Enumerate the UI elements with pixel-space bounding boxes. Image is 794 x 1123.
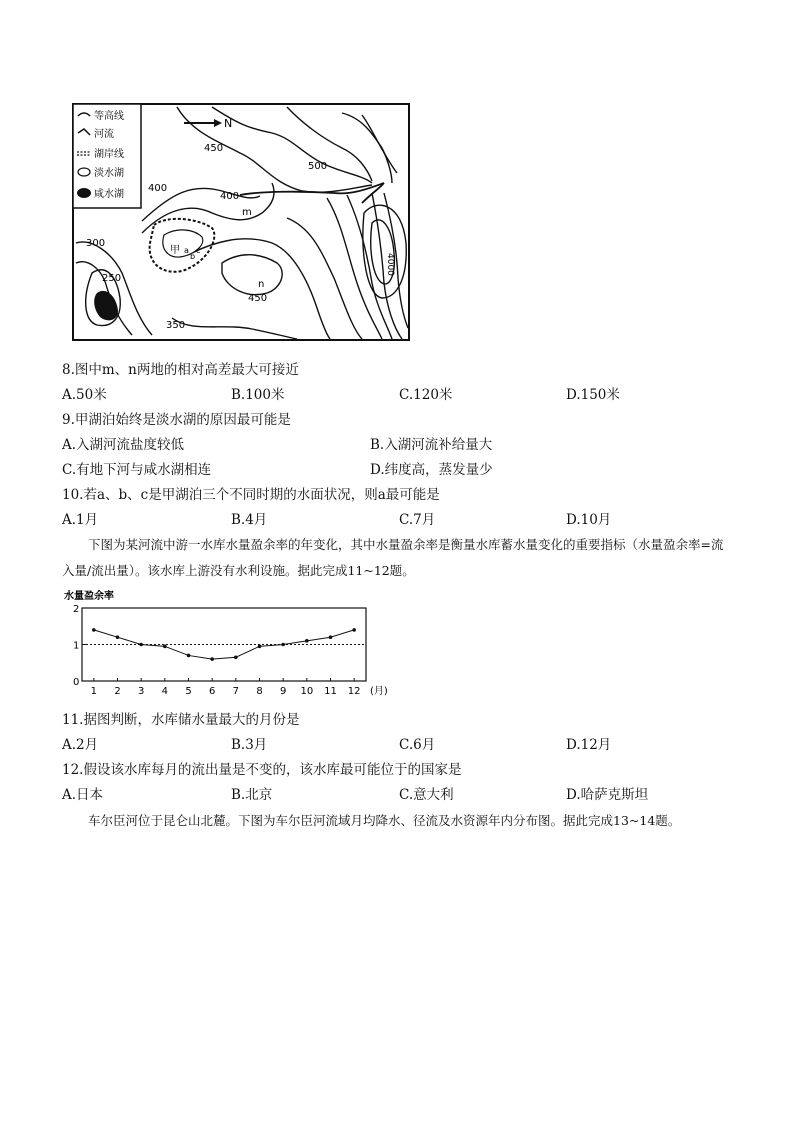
chart-x-tick-label: 10: [300, 686, 314, 697]
chart-y-axis-label: 水量盈余率: [64, 591, 114, 602]
question-8-stem: 8.图中m、n两地的相对高差最大可接近: [62, 362, 299, 378]
chart-x-tick-label: 8: [256, 686, 263, 697]
chart-x-tick-label: 11: [324, 686, 337, 697]
chart-data-point: [163, 645, 167, 649]
contour-label-450-n: 450: [248, 293, 268, 304]
question-10-option-c[interactable]: C.7月: [399, 512, 436, 528]
question-11-stem: 11.据图判断，水库储水量最大的月份是: [62, 712, 300, 728]
chart-x-tick-label: 6: [208, 686, 216, 697]
chart-data-point: [234, 655, 238, 659]
chart-data-point: [116, 635, 120, 639]
svg-text:N: N: [224, 117, 233, 130]
question-9-option-d[interactable]: D.纬度高，蒸发量少: [370, 462, 493, 478]
legend-label-saltwater: 咸水湖: [94, 189, 124, 200]
chart-x-unit-label: (月): [370, 686, 388, 697]
legend-label-river: 河流: [94, 129, 114, 140]
surplus-rate-chart-svg: [62, 588, 392, 700]
chart-y-tick-label: 2: [73, 604, 80, 615]
question-10-option-a[interactable]: A.1月: [62, 512, 99, 528]
question-8-option-d[interactable]: D.150米: [566, 387, 620, 403]
question-12-stem: 12.假设该水库每月的流出量是不变的，该水库最可能位于的国家是: [62, 762, 462, 778]
contour-label-250: 250: [102, 273, 122, 284]
legend-label-freshwater: 淡水湖: [94, 168, 124, 179]
question-8-option-c[interactable]: C.120米: [399, 387, 453, 403]
question-12-option-d[interactable]: D.哈萨克斯坦: [566, 787, 649, 803]
chart-data-point: [281, 643, 285, 647]
contour-label-450-north: 450: [204, 143, 224, 154]
intro-paragraph-11-12: 下图为某河流中游一水库水量盈余率的年变化，其中水量盈余率是衡量水库蓄水量变化的重要指标（水量盈余率=流入量/流出量）。该水库上游没有水利设施。据此完成11~12题。: [62, 537, 724, 578]
chart-data-point: [352, 628, 356, 632]
contour-map: [72, 103, 410, 341]
chart-x-tick-label: 3: [137, 686, 145, 697]
freshwater-lake-icon: [78, 168, 90, 176]
chart-data-point: [258, 645, 262, 649]
question-10-option-d[interactable]: D.10月: [566, 512, 612, 528]
chart-data-point: [92, 628, 96, 632]
contour-label-300: 300: [86, 238, 106, 249]
chart-data-point: [329, 635, 333, 639]
chart-data-point: [305, 639, 309, 643]
question-9-option-b[interactable]: B.入湖河流补给量大: [370, 437, 493, 453]
legend-label-contour: 等高线: [94, 111, 124, 122]
point-label-b: b: [190, 252, 196, 261]
question-10-stem: 10.若a、b、c是甲湖泊三个不同时期的水面状况，则a最可能是: [62, 487, 440, 503]
chart-y-tick-label: 1: [73, 640, 80, 652]
contour-label-4000: 4000: [385, 253, 395, 276]
chart-x-tick-label: 1: [90, 686, 98, 697]
chart-data-point: [139, 643, 143, 647]
chart-x-tick-label: 2: [114, 686, 121, 697]
contour-label-500: 500: [308, 161, 328, 172]
question-9-option-c[interactable]: C.有地下河与咸水湖相连: [62, 462, 212, 478]
legend-label-lakeshore: 湖岸线: [94, 149, 124, 160]
chart-x-tick-label: 9: [279, 686, 287, 697]
surplus-rate-chart: [62, 588, 392, 700]
chart-y-tick-label: 0: [73, 677, 80, 688]
contour-label-350: 350: [166, 320, 186, 331]
chart-x-tick-label: 12: [347, 686, 361, 697]
point-label-jia: 甲: [170, 245, 180, 256]
contour-map-svg: [72, 103, 410, 341]
contour-label-400-m: 400: [220, 191, 240, 202]
chart-data-point: [187, 654, 191, 658]
question-9-option-a[interactable]: A.入湖河流盐度较低: [62, 437, 185, 453]
question-10-option-b[interactable]: B.4月: [231, 512, 268, 528]
chart-x-tick-label: 5: [185, 686, 192, 697]
question-12-option-a[interactable]: A.日本: [62, 787, 104, 803]
point-label-c: c: [196, 246, 201, 255]
point-label-a: a: [184, 246, 189, 255]
question-8-option-a[interactable]: A.50米: [62, 387, 107, 403]
question-8-option-b[interactable]: B.100米: [231, 387, 285, 403]
point-label-m: m: [242, 207, 252, 218]
chart-x-tick-label: 4: [161, 686, 169, 697]
question-11-option-a[interactable]: A.2月: [62, 737, 99, 753]
contour-label-400-left: 400: [148, 183, 168, 194]
question-9-stem: 9.甲湖泊始终是淡水湖的原因最可能是: [62, 412, 291, 428]
question-12-option-c[interactable]: C.意大利: [399, 787, 454, 803]
chart-x-tick-label: 7: [232, 686, 240, 697]
chart-data-point: [210, 657, 214, 661]
intro-paragraph-13-14: 车尔臣河位于昆仑山北麓。下图为车尔臣河流域月均降水、径流及水资源年内分布图。据此完成13~14题。: [88, 813, 681, 828]
question-11-option-c[interactable]: C.6月: [399, 737, 436, 753]
question-11-option-d[interactable]: D.12月: [566, 737, 612, 753]
point-label-n: n: [258, 279, 265, 290]
saltwater-lake-icon: [77, 188, 91, 198]
question-12-option-b[interactable]: B.北京: [231, 787, 273, 803]
question-11-option-b[interactable]: B.3月: [231, 737, 268, 753]
